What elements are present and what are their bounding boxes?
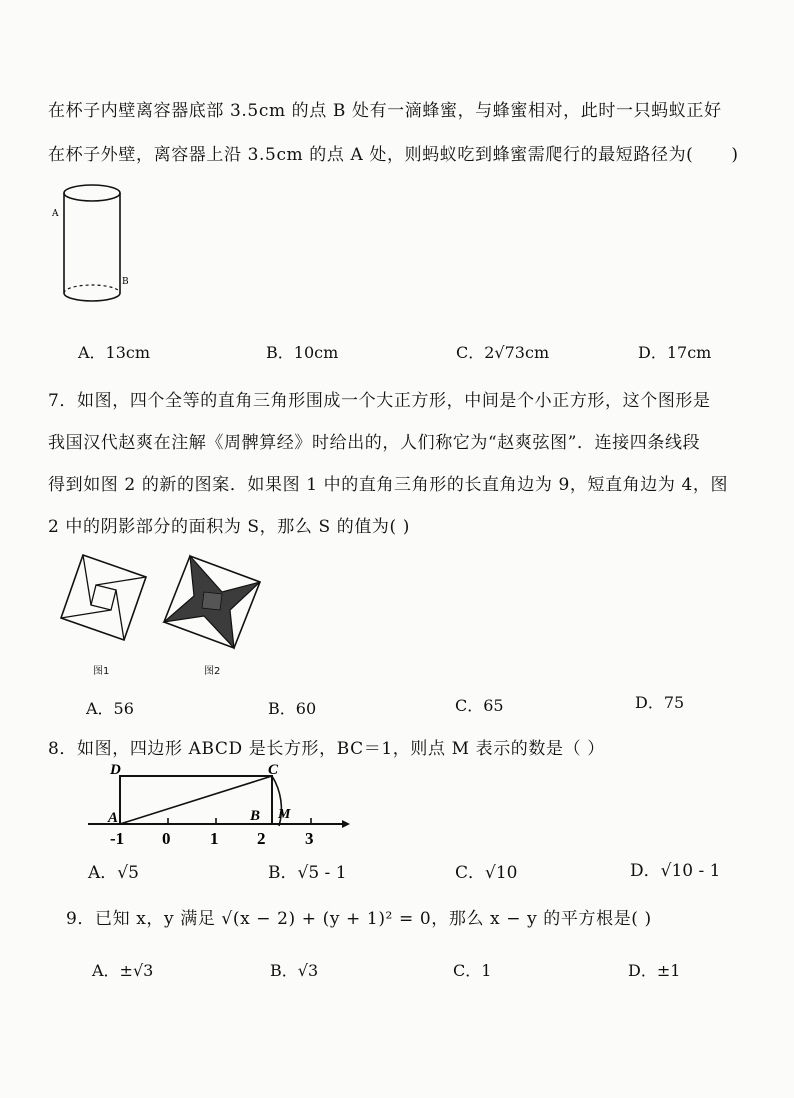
q6-text-line-2-body: 在杯子外壁，离容器上沿 3.5cm 的点 A 处，则蚂蚁吃到蜂蜜需爬行的最短路径为( bbox=[48, 145, 694, 165]
cylinder-figure bbox=[40, 180, 140, 315]
zhao-shuang-figure-2 bbox=[160, 552, 265, 652]
q7-text-line-3: 得到如图 2 的新的图案．如果图 1 中的直角三角形的长直角边为 9，短直角边为 4，图 bbox=[48, 475, 729, 495]
q6-option-a[interactable]: A．13cm bbox=[78, 343, 151, 362]
q6-paren-close: ) bbox=[731, 145, 739, 165]
q7-text-line-4: 2 中的阴影部分的面积为 S，那么 S 的值为( ) bbox=[48, 517, 410, 537]
fig2-caption: 图2 bbox=[204, 666, 221, 677]
q7-text-line-2: 我国汉代赵爽在注解《周髀算经》时给出的，人们称它为“赵爽弦图”．连接四条线段 bbox=[48, 433, 701, 453]
cylinder-label-b: B bbox=[122, 277, 129, 287]
q7-option-b[interactable]: B．60 bbox=[268, 699, 317, 718]
q8-option-d[interactable]: D．√10 - 1 bbox=[630, 861, 721, 881]
q7-option-a[interactable]: A．56 bbox=[86, 699, 134, 718]
number-line-figure bbox=[80, 760, 350, 850]
tick-label-0: 0 bbox=[162, 829, 171, 848]
point-d-label: D bbox=[110, 762, 121, 778]
tick-label-2: 2 bbox=[257, 829, 266, 848]
q9-option-a[interactable]: A．±√3 bbox=[92, 961, 154, 980]
tick-label-3: 3 bbox=[305, 829, 314, 848]
q6-text-line-2 bbox=[48, 140, 739, 165]
q8-option-a[interactable]: A．√5 bbox=[88, 863, 139, 883]
zhao-shuang-figure-1 bbox=[56, 550, 151, 645]
point-m-label: M bbox=[278, 807, 291, 822]
point-b-label: B bbox=[250, 808, 261, 824]
q8-text-line-1: 8．如图，四边形 ABCD 是长方形，BC＝1，则点 M 表示的数是（ ） bbox=[48, 739, 605, 759]
q7-option-c[interactable]: C．65 bbox=[455, 696, 504, 715]
q7-option-d[interactable]: D．75 bbox=[635, 693, 685, 712]
q9-text-line-1: 9．已知 x，y 满足 √(x − 2) + (y + 1)² = 0，那么 x − y 的平方根是( ) bbox=[66, 909, 652, 929]
q9-option-b[interactable]: B．√3 bbox=[270, 961, 319, 980]
q8-option-b[interactable]: B．√5 - 1 bbox=[268, 863, 347, 883]
point-a-label: A bbox=[108, 810, 119, 826]
tick-label-neg1: -1 bbox=[110, 829, 125, 848]
cylinder-label-a: A bbox=[52, 209, 59, 219]
q8-option-c[interactable]: C．√10 bbox=[455, 863, 518, 883]
q6-option-b[interactable]: B．10cm bbox=[266, 343, 339, 362]
tick-label-1: 1 bbox=[210, 829, 219, 848]
q6-text-line-1: 在杯子内壁离容器底部 3.5cm 的点 B 处有一滴蜂蜜，与蜂蜜相对，此时一只蚂蚁正好 bbox=[48, 101, 722, 121]
q9-option-d[interactable]: D．±1 bbox=[628, 961, 681, 980]
q6-option-d[interactable]: D．17cm bbox=[638, 343, 712, 362]
q6-option-c[interactable]: C．2√73cm bbox=[456, 343, 550, 362]
point-c-label: C bbox=[268, 762, 279, 778]
fig1-caption: 图1 bbox=[93, 666, 110, 677]
q9-option-c[interactable]: C．1 bbox=[453, 961, 492, 980]
q7-text-line-1: 7．如图，四个全等的直角三角形围成一个大正方形，中间是个小正方形，这个图形是 bbox=[48, 391, 711, 411]
